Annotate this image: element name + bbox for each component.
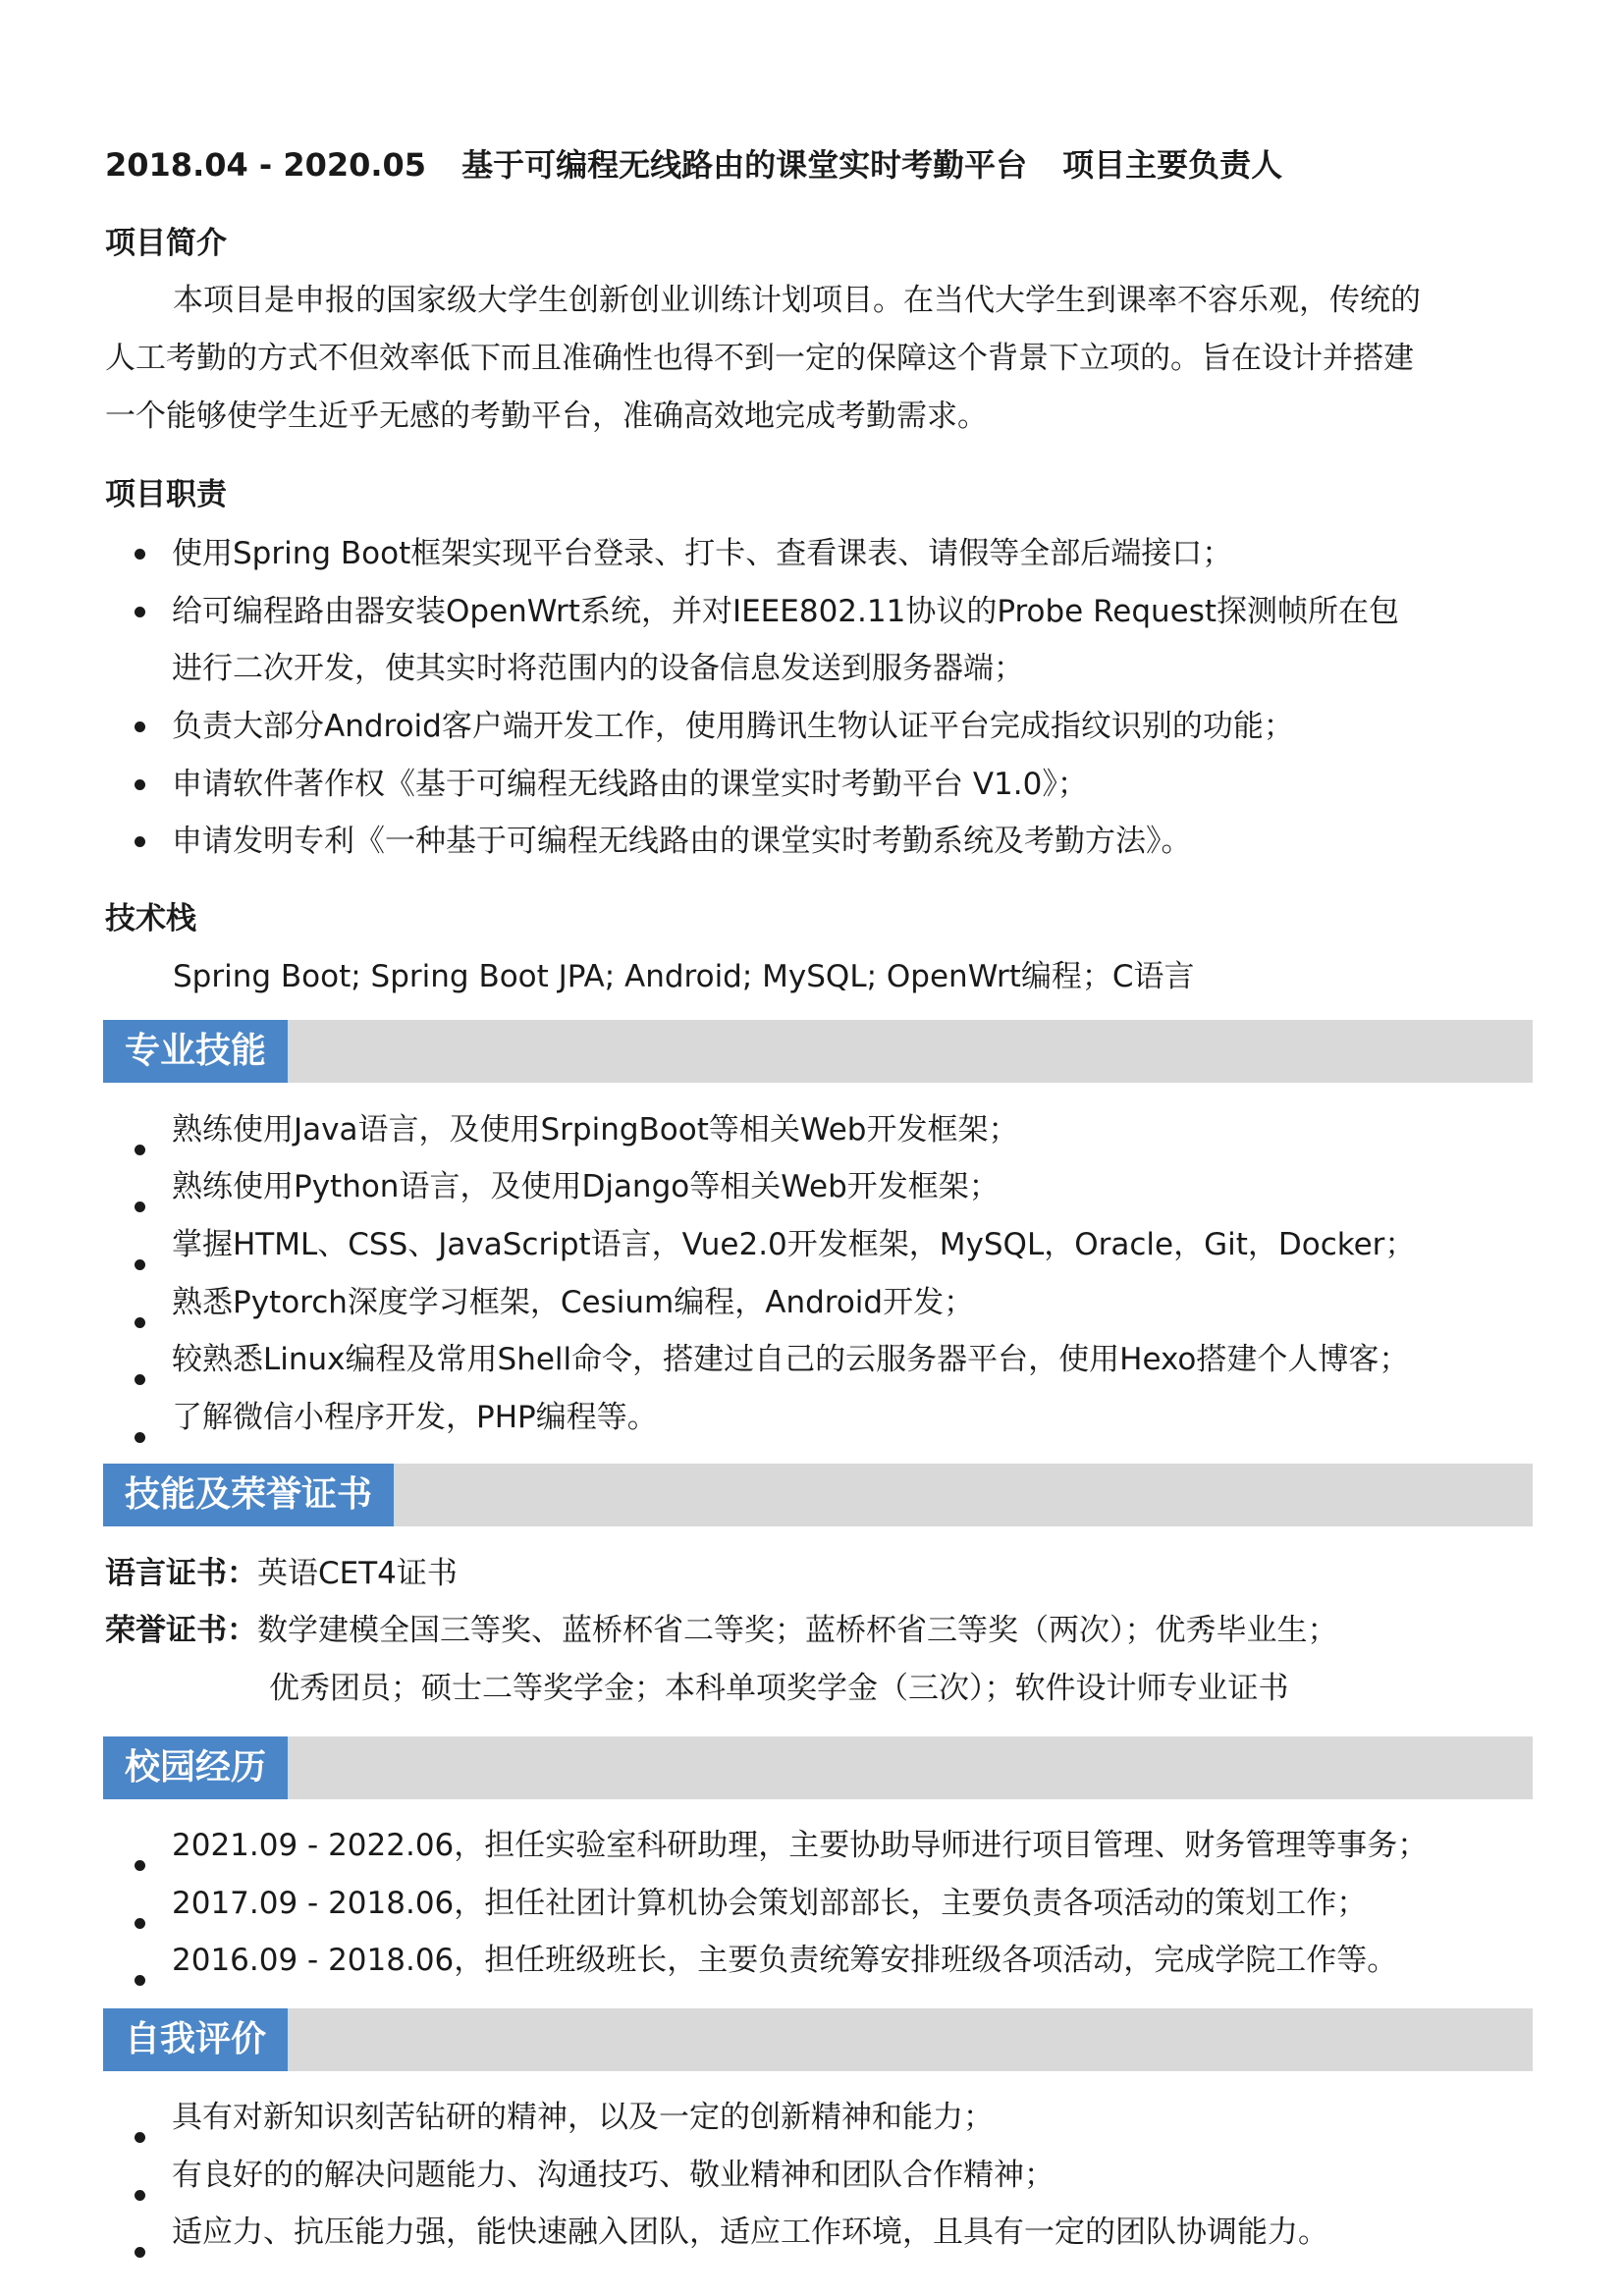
bullet-icon [135,1432,145,1443]
project-header [105,145,1318,185]
section-self-eval [103,2008,1533,2071]
duty-item: 使用Spring Boot框架实现平台登录、打卡、查看课表、请假等全部后端接口； [172,536,1233,571]
intro-line: 人工考勤的方式不但效率低下而且准确性也得不到一定的保障这个背景下立项的。旨在设计并搭建 [105,341,1414,376]
skill-item: 熟练使用Python语言，及使用Django等相关Web开发框架； [172,1169,1000,1204]
bullet-icon [135,1860,145,1871]
duty-item: 申请软件著作权《基于可编程无线路由的课堂实时考勤平台 V1.0》； [172,767,1088,802]
bullet-icon [135,2190,145,2201]
intro-line: 一个能够使学生近乎无感的考勤平台，准确高效地完成考勤需求。 [105,399,988,434]
tech-heading: 技术栈 [105,901,196,936]
section-title: 校园经历 [103,1736,288,1799]
self-eval-item: 有良好的的解决问题能力、沟通技巧、敬业精神和团队合作精神； [172,2158,1055,2193]
honor-cert-line: 数学建模全国三等奖、蓝桥杯省二等奖；蓝桥杯省三等奖（两次）；优秀毕业生； [257,1613,1338,1648]
skill-item: 了解微信小程序开发，PHP编程等。 [172,1400,658,1435]
project-role: 项目主要负责人 [1062,146,1283,184]
bullet-icon [135,836,145,847]
duty-item: 申请发明专利《一种基于可编程无线路由的课堂实时考勤系统及考勤方法》。 [172,824,1192,859]
campus-item: 2016.09 - 2018.06，担任班级班长，主要负责统筹安排班级各项活动，完成学院工作等。 [172,1943,1398,1978]
skill-item: 熟练使用Java语言，及使用SrpingBoot等相关Web开发框架； [172,1112,1019,1148]
bullet-icon [135,1317,145,1328]
bullet-icon [135,1201,145,1212]
section-certs [103,1464,1533,1526]
bullet-icon [135,1918,145,1929]
bullet-icon [135,2132,145,2143]
bullet-icon [135,779,145,790]
section-title: 自我评价 [103,2008,288,2071]
campus-item: 2021.09 - 2022.06，担任实验室科研助理，主要协助导师进行项目管理、财务管理等事务； [172,1828,1429,1863]
duty-item: 负责大部分Android客户端开发工作，使用腾讯生物认证平台完成指纹识别的功能； [172,709,1294,744]
skill-item: 较熟悉Linux编程及常用Shell命令，搭建过自己的云服务器平台，使用Hexo搭建个人博客； [172,1342,1410,1377]
section-title: 技能及荣誉证书 [103,1464,394,1526]
bullet-icon [135,1259,145,1270]
project-name: 基于可编程无线路由的课堂实时考勤平台 [461,146,1028,184]
language-cert-value: 英语CET4证书 [257,1556,458,1591]
skill-item: 掌握HTML、CSS、JavaScript语言，Vue2.0开发框架，MySQL，Oracle，Git，Docker； [172,1227,1416,1262]
bullet-icon [135,721,145,732]
bullet-icon [135,1975,145,1986]
self-eval-item: 具有对新知识刻苦钻研的精神，以及一定的创新精神和能力； [172,2100,994,2135]
language-cert-row [105,1554,458,1593]
bullet-icon [135,1145,145,1155]
duty-heading: 项目职责 [105,477,227,512]
language-cert-key: 语言证书： [105,1556,257,1591]
tech-stack: Spring Boot; Spring Boot JPA; Android; MySQL; OpenWrt编程；C语言 [173,959,1195,994]
section-campus [103,1736,1533,1799]
duty-item-continued: 进行二次开发，使其实时将范围内的设备信息发送到服务器端； [172,651,1024,686]
bullet-icon [135,549,145,560]
bullet-icon [135,607,145,617]
honor-cert-row [105,1611,1338,1650]
section-title: 专业技能 [103,1020,288,1083]
campus-item: 2017.09 - 2018.06，担任社团计算机协会策划部部长，主要负责各项活动的策划工作； [172,1886,1368,1921]
intro-heading: 项目简介 [105,226,227,261]
section-skills [103,1020,1533,1083]
bullet-icon [135,2247,145,2258]
intro-line: 本项目是申报的国家级大学生创新创业训练计划项目。在当代大学生到课率不容乐观，传统的 [173,283,1421,318]
honor-cert-line: 优秀团员；硕士二等奖学金；本科单项奖学金（三次）；软件设计师专业证书 [269,1671,1289,1706]
duty-item: 给可编程路由器安装OpenWrt系统，并对IEEE802.11协议的Probe Request探测帧所在包 [172,594,1400,629]
honor-cert-key: 荣誉证书： [105,1613,257,1648]
skill-item: 熟悉Pytorch深度学习框架，Cesium编程，Android开发； [172,1285,975,1320]
self-eval-item: 适应力、抗压能力强，能快速融入团队，适应工作环境，且具有一定的团队协调能力。 [172,2215,1328,2250]
bullet-icon [135,1374,145,1385]
project-period: 2018.04 - 2020.05 [105,146,427,184]
